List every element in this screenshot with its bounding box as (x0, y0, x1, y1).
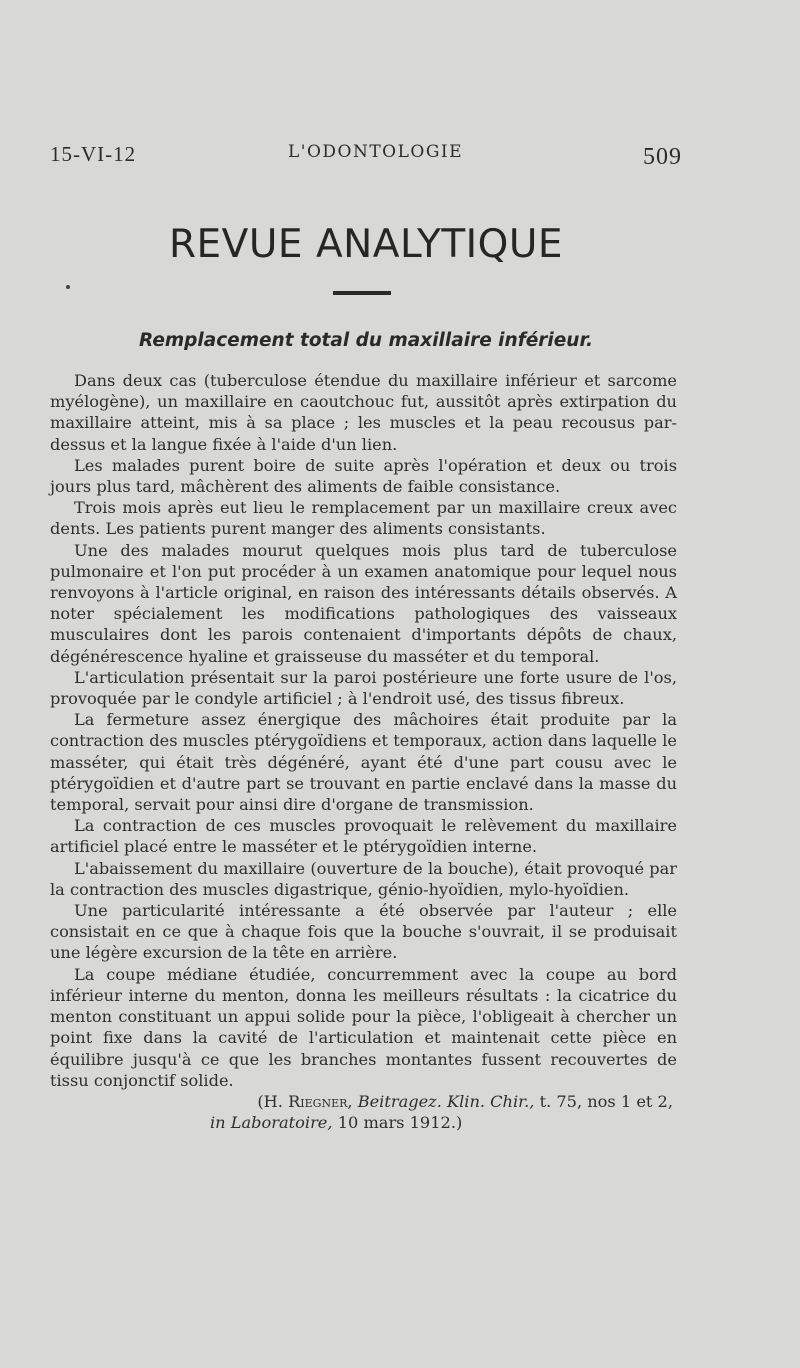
paragraph: La fermeture assez énergique des mâchoires était produite par la contraction des muscles ptérygoïdiens et temporaux, action dans laquelle le masséter, qui était très dégénéré, ayant été d'une part cousu avec le ptérygoïdien et d'autre part se trouvant en partie enclavé dans la masse du temporal, servait pour ainsi dire d'organe de transmission. (50, 710, 677, 815)
paragraph: Trois mois après eut lieu le remplacement par un maxillaire creux avec dents. Les patients purent manger des aliments consistants. (50, 498, 677, 539)
journal-name: L'ODONTOLOGIE (288, 142, 464, 162)
paragraph: La contraction de ces muscles provoquait le relèvement du maxillaire artificiel placé entre le masséter et le ptérygoïdien interne. (50, 816, 677, 857)
running-header (50, 142, 682, 172)
paragraph: Une des malades mourut quelques mois plus tard de tuberculose pulmonaire et l'on put procéder à un examen anatomique pour lequel nous renvoyons à l'article original, en raison des intéressants détails observés. A noter spécialement les modifications pathologiques des vaisseaux musculaires dont les parois contenaient d'importants dépôts de chaux, dégénérescence hyaline et graisseuse du masséter et du temporal. (50, 540, 677, 666)
paragraph: Dans deux cas (tuberculose étendue du maxillaire inférieur et sarcome myélogène), un maxillaire en caoutchouc fut, aussitôt après extirpation du maxillaire atteint, mis à sa place ; les muscles et la peau recousus par-dessus et la langue fixée à l'aide d'un lien. (50, 371, 677, 454)
page-number: 509 (643, 144, 682, 170)
citation-author: Riegner, (288, 1091, 353, 1111)
print-speck (66, 285, 70, 289)
citation-journal: Beitragez. Klin. Chir., (357, 1091, 535, 1111)
issue-date: 15-VI-12 (50, 142, 137, 166)
article-title: Remplacement total du maxillaire inférieur. (139, 330, 593, 351)
citation-source: in Laboratoire, (210, 1113, 333, 1133)
paragraph: L'articulation présentait sur la paroi postérieure une forte usure de l'os, provoquée par le condyle artificiel ; à l'endroit usé, des tissus fibreux. (50, 667, 677, 709)
title-rule (333, 291, 391, 295)
paragraph: La coupe médiane étudiée, concurremment avec la coupe au bord inférieur interne du menton, donna les meilleurs résultats : la cicatrice du menton constituant un appui solide pour la pièce, l'obligeait à chercher un point fixe dans la cavité de l'articulation et maintenait cette pièce en équilibre jusqu'à ce que les branches montantes fussent recouvertes de tissu conjonctif solide. (50, 964, 677, 1090)
section-title: REVUE ANALYTIQUE (168, 222, 564, 267)
article-body (50, 370, 677, 1133)
citation-date: 10 mars 1912.) (337, 1113, 463, 1133)
citation-open: (H. (257, 1091, 283, 1111)
paragraph: Une particularité intéressante a été observée par l'auteur ; elle consistait en ce que à chaque fois que la bouche s'ouvrait, il se produisait une légère excursion de la tête en arrière. (50, 901, 677, 963)
citation (50, 1091, 677, 1133)
paragraph: Les malades purent boire de suite après l'opération et deux ou trois jours plus tard, mâchèrent des aliments de faible consistance. (50, 455, 677, 497)
citation-volume: t. 75, nos 1 et 2, (539, 1091, 673, 1111)
paragraph: L'abaissement du maxillaire (ouverture de la bouche), était provoqué par la contraction des muscles digastrique, génio-hyoïdien, mylo-hyoïdien. (50, 858, 677, 899)
